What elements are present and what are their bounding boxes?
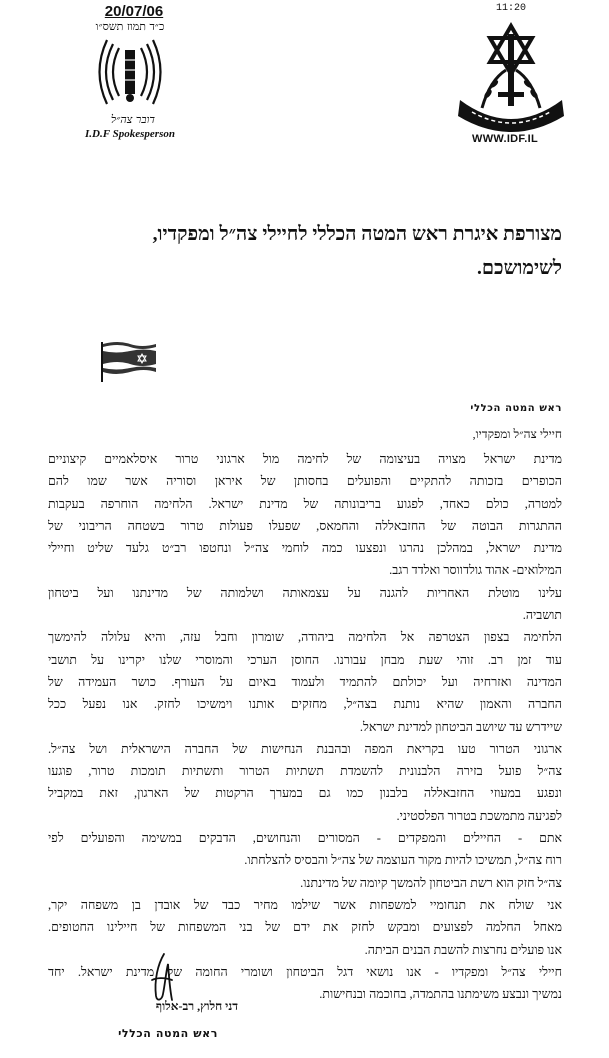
fax-time: 11:20 <box>495 3 526 14</box>
israel-flag-icon <box>100 338 158 384</box>
letter-line: מדינת ישראל, במהלכן נהרגו ונפצעו כמה לוחמי צה״ל ונחטפו רב״ט גלעד שליט וחיילי <box>48 541 562 556</box>
greeting: חיילי צה״ל ומפקדיו, <box>472 427 562 441</box>
letter-line: לפגיעה מתמשכת בטרור הפלסטיני. <box>396 808 562 823</box>
signer-title: ראש המטה הכללי <box>118 1027 218 1040</box>
signer-name: דני חלוץ, רב-אלוף <box>155 999 238 1013</box>
spokesperson-english: I.D.F Spokesperson <box>85 128 175 140</box>
letter-line: שיידרש עד שיושב הביטחון למדינת ישראל. <box>359 719 562 734</box>
letter-line: המילואים- אהוד גולדווסר ואלדד רגב. <box>389 563 562 578</box>
letter-line: רוח צה״ל, תמשיכו להיות מקור העוצמה של צה״ל והבסיס להצלחתו. <box>244 853 562 868</box>
website-url: WWW.IDF.IL <box>472 133 538 145</box>
letter-line: תושביה. <box>522 608 562 623</box>
letter-line: הכופרים בזכותה להתקיים והפועלים בחסותן של איראן וסוריה אשר שמו להם <box>48 474 562 489</box>
letter-line: חיילי צה״ל ומפקדיו - אנו נושאי דגל הביטחון ושומרי החומה של מדינת ישראל. יחד <box>48 964 562 979</box>
spokesperson-hebrew: דובר צה״ל <box>110 113 156 126</box>
letter-line: צה״ל פועל בזירה הלבנונית להשמדת תשתיות הטרור ותשתיות תומכות טרור, פוגעו <box>48 764 562 779</box>
letter-line: צה״ל חזק הוא רשת הביטחון להמשך קיומה של מדינתנו. <box>300 875 562 890</box>
office-heading: ראש המטה הכללי <box>470 403 562 414</box>
letter-line: אני שולח את תנחומיי למשפחות אשר שילמו מחיר כבד של אובדן בן משפחה יקר, <box>48 897 562 912</box>
letter-line: המדינה ואזרחיה ועל יכולתם להתמיד ולעמוד באיום על העורף. כושר העמידה של <box>48 674 562 689</box>
letter-line: נמשיך ונבצע משימתנו בהתמדה, בחוכמה ובנחישות. <box>319 987 562 1002</box>
letter-line: הלחימה בצפון הצטרפה אל הלחימה ביהודה, שומרון וחבל עזה, והיא עלולה להימשך <box>48 630 562 645</box>
letter-line: מדינת ישראל מצויה בעיצומה של לחימה מול ארגוני טרור איסלאמיים קיצוניים <box>48 452 562 466</box>
cover-title <box>96 218 562 286</box>
hebrew-date: כ״ד תמוז תשס״ו <box>95 20 165 33</box>
cover-title-line: לשימושכם. <box>477 258 562 279</box>
letter-body <box>48 448 562 1005</box>
letter-line: מאחל החלמה לפצועים ומבקש לחזק את ידם של בני המשפחות של חיילינו החטופים. <box>48 920 562 935</box>
letter-date: 20/07/06 <box>104 3 164 20</box>
letter-line: ארגוני הטרור טעו בקריאת המפה ובהבנת הנחישות של החברה הישראלית ושל צה״ל. <box>48 741 562 756</box>
letter-line: ההתגרות הבוטה של החזבאללה והחמאס, שפעלו פעולות טרור בשטחה הריבוני של <box>48 518 562 533</box>
spokesperson-logo-icon <box>95 36 165 108</box>
idf-emblem-icon <box>452 20 570 132</box>
letter-line: עוד זמן רב. זוהי שעת מבחן עבורנו. החוסן הערכי והמוסרי שלנו יקרינו על תושבי <box>48 652 562 667</box>
letter-line: החברה והאמון שהיא נותנת בצה״ל, מחזקים אותנו וימשיכו לחזק. אנו נפעל ככל <box>48 697 562 712</box>
letter-line: למטרה, כולם כאחד, לפגוע בריבונותה של מדינת ישראל. הלחימה הוחרפה בעקבות <box>48 496 562 511</box>
letter-line: אנו פועלים נחרצות להשבת הבנים הביתה. <box>364 942 562 957</box>
letter-line: עלינו מוטלת האחריות להגנה על עצמאותה ושלמותה של מדינתנו ועל ביטחון <box>48 585 562 600</box>
letter-line: אתם - החיילים והמפקדים - המסורים והנחושים, הדבקים במשימה והפועלים לפי <box>48 831 562 846</box>
letter-line: ונפגע במעוזי החזבאללה בלבנון כמו גם במערך הרקטות של הארגון, זאת במקביל <box>48 786 562 801</box>
cover-title-line: מצורפת איגרת ראש המטה הכללי לחיילי צה״ל ומפקדיו, <box>152 224 562 245</box>
